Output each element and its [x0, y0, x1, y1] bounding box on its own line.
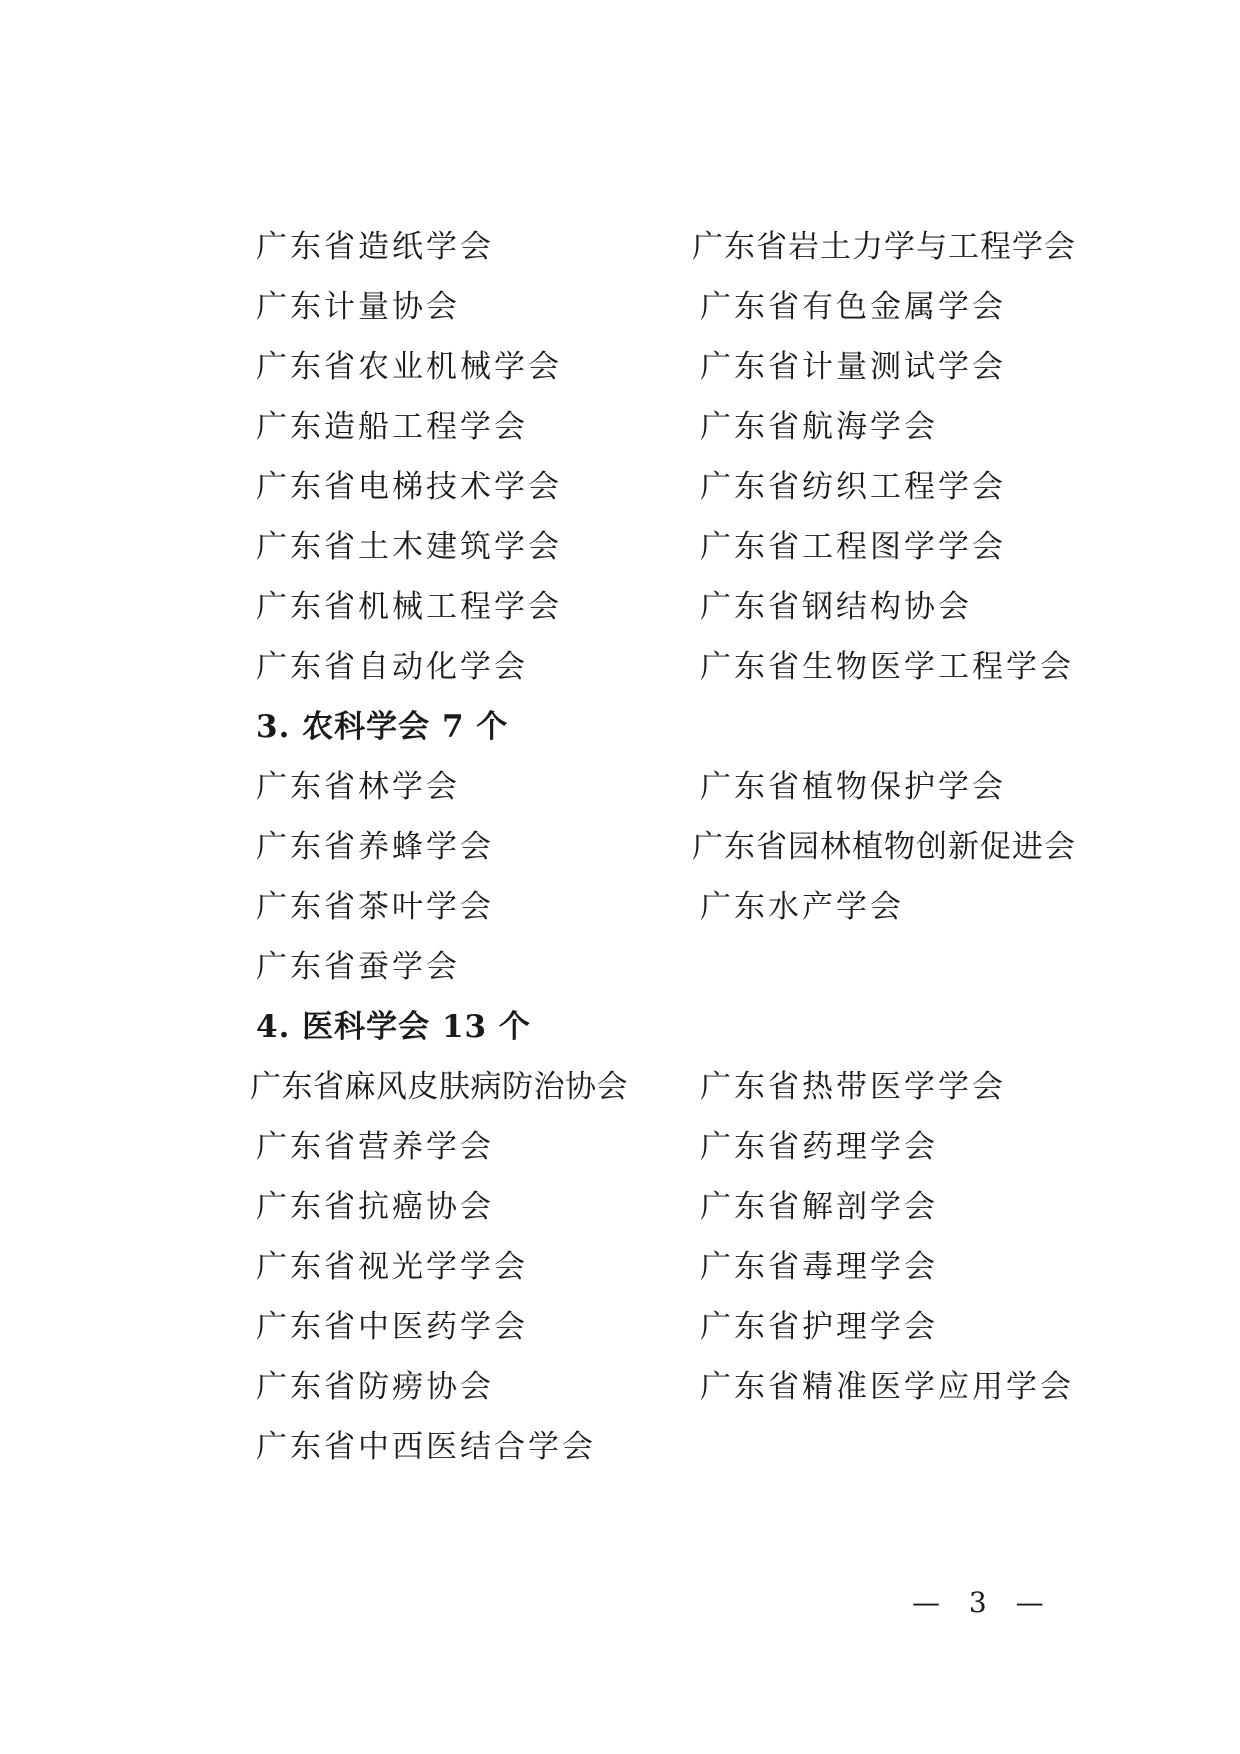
list-item: 广东省电梯技术学会	[256, 469, 562, 505]
list-item: 广东省纺织工程学会	[700, 469, 1006, 505]
list-item: 广东省工程图学学会	[700, 529, 1006, 565]
list-item: 广东省养蜂学会	[256, 829, 494, 865]
list-item: 广东省计量测试学会	[700, 349, 1006, 385]
list-item: 广东省解剖学会	[700, 1189, 938, 1225]
list-item: 广东省园林植物创新促进会	[692, 829, 1076, 865]
list-item: 广东省麻风皮肤病防治协会	[250, 1069, 628, 1105]
list-item: 广东省机械工程学会	[256, 589, 562, 625]
list-item: 广东省防痨协会	[256, 1369, 494, 1405]
list-item: 广东省有色金属学会	[700, 289, 1006, 325]
list-item: 广东造船工程学会	[256, 409, 528, 445]
list-item: 广东省自动化学会	[256, 649, 528, 685]
list-item: 广东省抗癌协会	[256, 1189, 494, 1225]
list-item: 广东省岩土力学与工程学会	[692, 229, 1076, 265]
list-item: 广东省蚕学会	[256, 949, 460, 985]
list-item: 广东省营养学会	[256, 1129, 494, 1165]
section-heading-medicine: 4. 医科学会 13 个	[256, 1009, 531, 1045]
list-item: 广东省视光学学会	[256, 1249, 528, 1285]
list-item: 广东省钢结构协会	[700, 589, 972, 625]
page-number: — 3 —	[912, 1586, 1054, 1619]
list-item: 广东省中医药学会	[256, 1309, 528, 1345]
list-item: 广东省药理学会	[700, 1129, 938, 1165]
list-item: 广东省精准医学应用学会	[700, 1369, 1074, 1405]
list-item: 广东省生物医学工程学会	[700, 649, 1074, 685]
list-item: 广东省土木建筑学会	[256, 529, 562, 565]
list-item: 广东水产学会	[700, 889, 904, 925]
list-item: 广东省热带医学学会	[700, 1069, 1006, 1105]
list-item: 广东省造纸学会	[256, 229, 494, 265]
list-item: 广东省茶叶学会	[256, 889, 494, 925]
list-item: 广东省毒理学会	[700, 1249, 938, 1285]
section-heading-agriculture: 3. 农科学会 7 个	[256, 709, 509, 745]
list-item: 广东省护理学会	[700, 1309, 938, 1345]
list-item: 广东省农业机械学会	[256, 349, 562, 385]
list-item: 广东省植物保护学会	[700, 769, 1006, 805]
list-item: 广东计量协会	[256, 289, 460, 325]
list-item: 广东省林学会	[256, 769, 460, 805]
list-item: 广东省中西医结合学会	[256, 1429, 596, 1465]
list-item: 广东省航海学会	[700, 409, 938, 445]
